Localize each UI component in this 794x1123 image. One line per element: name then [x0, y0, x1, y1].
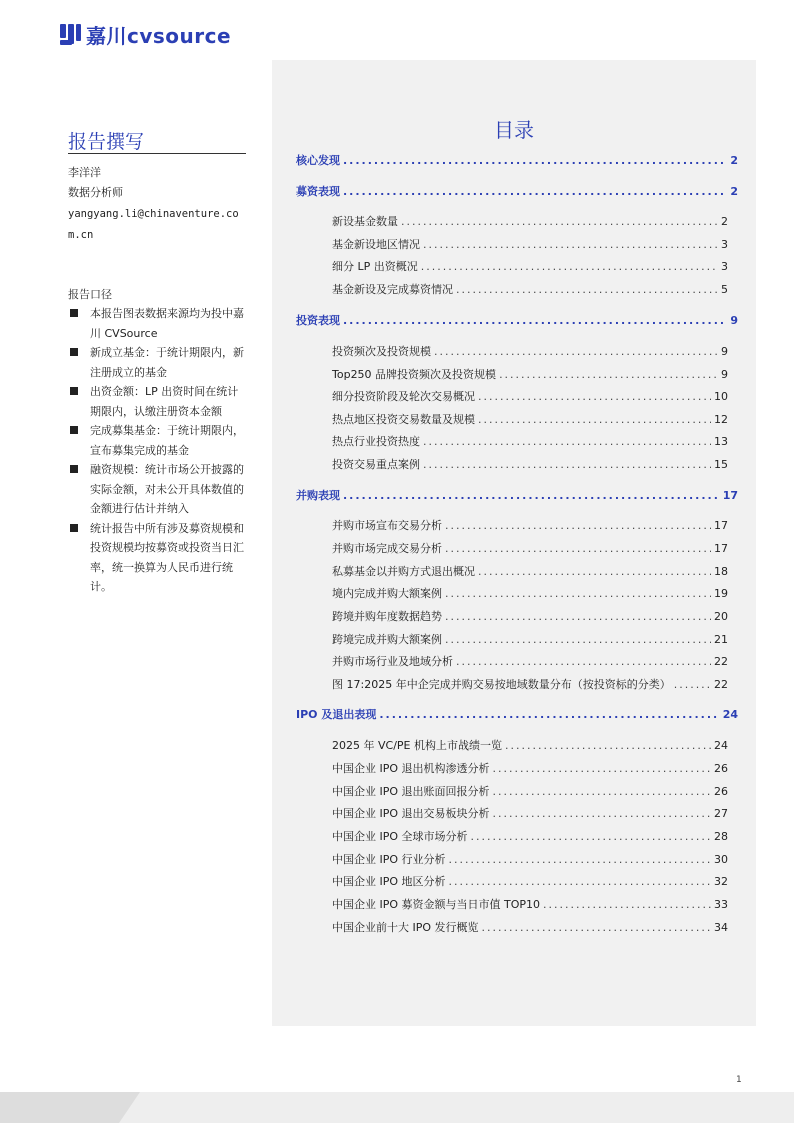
toc-entry-page: 17 — [714, 519, 728, 532]
toc-leader-dots — [505, 739, 711, 752]
toc-entry-page: 24 — [722, 708, 738, 721]
note-item — [68, 421, 248, 460]
toc-leader-dots — [456, 655, 711, 668]
note-item — [68, 343, 248, 382]
toc-entry-label: 并购表现 — [296, 489, 340, 502]
toc-entry-page: 22 — [714, 678, 728, 691]
toc-subsection-link[interactable] — [296, 213, 728, 229]
toc-entry-label: 中国企业 IPO 退出账面回报分析 — [332, 785, 490, 798]
toc-entry-page: 3 — [721, 260, 728, 273]
square-bullet-icon — [70, 387, 78, 395]
footer-band — [0, 1092, 794, 1123]
toc-subsection-link[interactable] — [296, 783, 728, 799]
toc-entry-page: 15 — [714, 458, 728, 471]
toc-title: 目录 — [494, 118, 534, 142]
toc-entry-label: 投资频次及投资规模 — [332, 345, 431, 358]
author-email[interactable]: yangyang.li@chinaventure.com.cn — [68, 208, 239, 241]
toc-entry-page: 30 — [714, 853, 728, 866]
note-text: 融资规模：统计市场公开披露的实际金额，对未公开具体数值的金额进行估计并纳入 — [90, 463, 244, 515]
toc-subsection-link[interactable] — [296, 388, 728, 404]
toc-entry-page: 10 — [714, 390, 728, 403]
toc-entry-label: 图 17:2025 年中企完成并购交易按地域数量分布（按投资标的分类） — [332, 678, 671, 691]
square-bullet-icon — [70, 524, 78, 532]
toc-subsection-link[interactable] — [296, 851, 728, 867]
toc-subsection-link[interactable] — [296, 676, 728, 692]
toc-subsection-link[interactable] — [296, 653, 728, 669]
toc-leader-dots — [478, 565, 711, 578]
toc-subsection-link[interactable] — [296, 631, 728, 647]
toc-subsection-link[interactable] — [296, 258, 728, 274]
toc-entry-page: 5 — [721, 283, 728, 296]
toc-entry-page: 18 — [714, 565, 728, 578]
toc-entry-label: 投资交易重点案例 — [332, 458, 420, 471]
toc-subsection-link[interactable] — [296, 585, 728, 601]
toc-leader-dots — [423, 458, 711, 471]
square-bullet-icon — [70, 426, 78, 434]
notes-title: 报告口径 — [68, 288, 112, 301]
toc-entry-page: 19 — [714, 587, 728, 600]
toc-subsection-link[interactable] — [296, 919, 728, 935]
toc-entry-label: 中国企业前十大 IPO 发行概览 — [332, 921, 479, 934]
toc-leader-dots — [343, 154, 727, 167]
toc-subsection-link[interactable] — [296, 343, 728, 359]
toc-leader-dots — [423, 435, 711, 448]
toc-leader-dots — [343, 314, 727, 327]
toc-subsection-link[interactable] — [296, 828, 728, 844]
author-name: 李洋洋 — [68, 166, 101, 179]
toc-subsection-link[interactable] — [296, 456, 728, 472]
toc-entry-label: 并购市场宣布交易分析 — [332, 519, 442, 532]
toc-section-link[interactable] — [296, 706, 738, 722]
toc-entry-page: 2 — [721, 215, 728, 228]
toc-entry-label: 中国企业 IPO 募资金额与当日市值 TOP10 — [332, 898, 541, 911]
logo-mark-icon — [60, 22, 82, 46]
toc-entry-page: 2 — [730, 185, 738, 198]
toc-entry-page: 21 — [714, 633, 728, 646]
toc-section-link[interactable] — [296, 183, 738, 199]
toc-leader-dots — [449, 875, 711, 888]
note-text: 本报告图表数据来源均为投中嘉川 CVSource — [90, 307, 244, 340]
toc-entry-label: 核心发现 — [296, 154, 340, 167]
toc-leader-dots — [434, 345, 718, 358]
toc-entry-label: 并购市场完成交易分析 — [332, 542, 442, 555]
toc-entry-label: 中国企业 IPO 地区分析 — [332, 875, 446, 888]
toc-entry-label: 境内完成并购大额案例 — [332, 587, 442, 600]
square-bullet-icon — [70, 465, 78, 473]
toc-leader-dots — [478, 390, 711, 403]
toc-entry-label: 细分投资阶段及轮次交易概况 — [332, 390, 475, 403]
toc-leader-dots — [478, 413, 711, 426]
toc-entry-page: 12 — [714, 413, 728, 426]
toc-leader-dots — [343, 185, 727, 198]
toc-leader-dots — [343, 489, 720, 502]
toc-entry-label: 中国企业 IPO 退出机构渗透分析 — [332, 762, 490, 775]
toc-subsection-link[interactable] — [296, 540, 728, 556]
note-item — [68, 382, 248, 421]
toc-leader-dots — [674, 678, 711, 691]
toc-subsection-link[interactable] — [296, 517, 728, 533]
square-bullet-icon — [70, 348, 78, 356]
author-role: 数据分析师 — [68, 186, 123, 199]
toc-leader-dots — [379, 708, 719, 721]
toc-entry-label: 跨境并购年度数据趋势 — [332, 610, 442, 623]
toc-entry-page: 3 — [721, 238, 728, 251]
toc-entry-page: 9 — [730, 314, 738, 327]
toc-subsection-link[interactable] — [296, 873, 728, 889]
toc-entry-label: 中国企业 IPO 行业分析 — [332, 853, 446, 866]
author-divider — [68, 153, 246, 154]
toc-entry-page: 24 — [714, 739, 728, 752]
toc-section-link[interactable] — [296, 152, 738, 168]
toc-leader-dots — [471, 830, 711, 843]
toc-entry-page: 27 — [714, 807, 728, 820]
toc-subsection-link[interactable] — [296, 563, 728, 579]
toc-entry-page: 2 — [730, 154, 738, 167]
toc-leader-dots — [493, 762, 711, 775]
toc-section-link[interactable] — [296, 487, 738, 503]
logo-text: 嘉川cvsource — [86, 23, 232, 48]
toc-subsection-link[interactable] — [296, 366, 728, 382]
toc-leader-dots — [456, 283, 718, 296]
footer-shade — [0, 1092, 140, 1123]
toc-leader-dots — [445, 542, 711, 555]
toc-entry-label: 基金新设地区情况 — [332, 238, 420, 251]
toc-entry-label: 基金新设及完成募资情况 — [332, 283, 453, 296]
toc-entry-label: 热点行业投资热度 — [332, 435, 420, 448]
note-text: 出资金额：LP 出资时间在统计期限内，认缴注册资本金额 — [90, 385, 239, 418]
toc-subsection-link[interactable] — [296, 281, 728, 297]
toc-leader-dots — [401, 215, 718, 228]
toc-subsection-link[interactable] — [296, 805, 728, 821]
toc-panel — [272, 60, 756, 1026]
toc-entry-page: 22 — [714, 655, 728, 668]
toc-subsection-link[interactable] — [296, 433, 728, 449]
toc-entry-label: 跨境完成并购大额案例 — [332, 633, 442, 646]
toc-entry-label: 并购市场行业及地域分析 — [332, 655, 453, 668]
note-text: 完成募集基金：于统计期限内，宣布募集完成的基金 — [90, 424, 244, 457]
toc-subsection-link[interactable] — [296, 737, 728, 753]
author-section-title: 报告撰写 — [68, 131, 145, 153]
toc-entry-label: 投资表现 — [296, 314, 340, 327]
toc-subsection-link[interactable] — [296, 760, 728, 776]
toc-entry-page: 33 — [714, 898, 728, 911]
toc-leader-dots — [543, 898, 711, 911]
toc-entry-label: 中国企业 IPO 退出交易板块分析 — [332, 807, 490, 820]
toc-leader-dots — [493, 785, 711, 798]
toc-leader-dots — [423, 238, 718, 251]
toc-entry-label: 中国企业 IPO 全球市场分析 — [332, 830, 468, 843]
toc-entry-page: 13 — [714, 435, 728, 448]
toc-leader-dots — [445, 633, 711, 646]
note-item — [68, 460, 248, 519]
toc-entry-label: 细分 LP 出资概况 — [332, 260, 418, 273]
note-text: 新成立基金：于统计期限内，新注册成立的基金 — [90, 346, 244, 379]
brand-logo — [60, 20, 231, 48]
toc-leader-dots — [421, 260, 718, 273]
toc-leader-dots — [445, 519, 711, 532]
toc-entry-page: 26 — [714, 762, 728, 775]
toc-leader-dots — [445, 610, 711, 623]
note-item — [68, 304, 248, 343]
toc-entry-page: 28 — [714, 830, 728, 843]
toc-entry-label: 新设基金数量 — [332, 215, 398, 228]
note-item — [68, 519, 248, 597]
page-number: 1 — [736, 1075, 742, 1085]
toc-entry-page: 17 — [722, 489, 738, 502]
toc-leader-dots — [493, 807, 711, 820]
toc-entry-label: IPO 及退出表现 — [296, 708, 377, 721]
toc-leader-dots — [449, 853, 711, 866]
toc-leader-dots — [482, 921, 711, 934]
toc-leader-dots — [499, 368, 718, 381]
toc-entry-label: 2025 年 VC/PE 机构上市战绩一览 — [332, 739, 502, 752]
note-text: 统计报告中所有涉及募资规模和投资规模均按募资或投资当日汇率，统一换算为人民币进行统计。 — [90, 521, 244, 593]
toc-entry-page: 32 — [714, 875, 728, 888]
toc-leader-dots — [445, 587, 711, 600]
toc-subsection-link[interactable] — [296, 896, 728, 912]
notes-list — [68, 304, 248, 597]
toc-entry-label: Top250 品牌投资频次及投资规模 — [332, 368, 497, 381]
square-bullet-icon — [70, 309, 78, 317]
toc-entry-page: 26 — [714, 785, 728, 798]
toc-subsection-link[interactable] — [296, 236, 728, 252]
toc-entry-page: 34 — [714, 921, 728, 934]
toc-entry-page: 20 — [714, 610, 728, 623]
toc-section-link[interactable] — [296, 312, 738, 328]
toc-entry-page: 17 — [714, 542, 728, 555]
toc-entry-page: 9 — [721, 368, 728, 381]
toc-entry-label: 私募基金以并购方式退出概况 — [332, 565, 475, 578]
toc-entry-label: 募资表现 — [296, 185, 340, 198]
toc-subsection-link[interactable] — [296, 608, 728, 624]
toc-subsection-link[interactable] — [296, 411, 728, 427]
toc-entry-label: 热点地区投资交易数量及规模 — [332, 413, 475, 426]
toc-entry-page: 9 — [721, 345, 728, 358]
